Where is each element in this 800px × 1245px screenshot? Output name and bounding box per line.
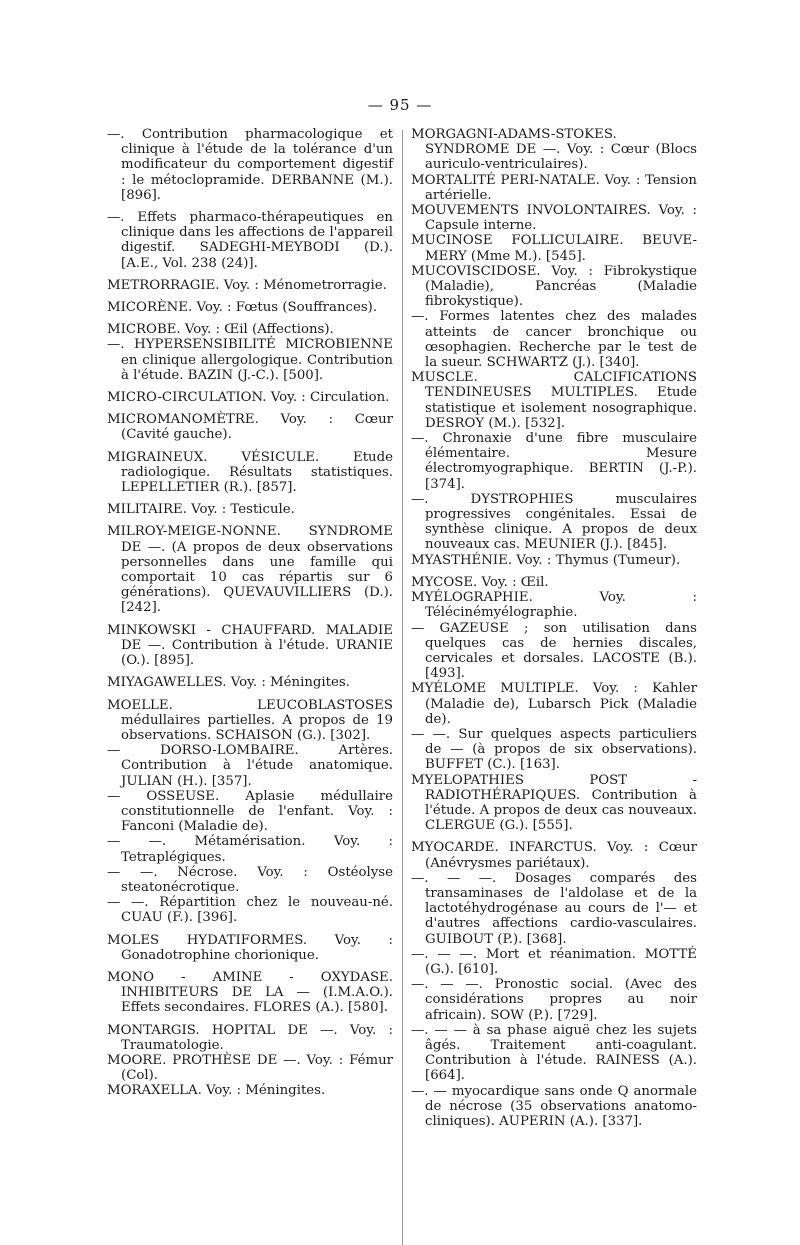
index-entry: MYÉLOME MULTIPLE. Voy. : Kahler (Maladie de), Lubarsch Pick (Maladie de). xyxy=(411,681,697,727)
index-entry: MIYAGAWELLES. Voy. : Méningites. xyxy=(107,675,350,691)
index-entry: MIGRAINEUX. VÉSICULE. Etude radiologique. Résultats statistiques. LEPELLETIER (R.). [857]. xyxy=(107,449,393,496)
index-entry: —. Formes latentes chez des malades atteints de cancer bronchique ou œsophagien. Recherche par le test de la sueur. SCHWARTZ (J.). [340]. xyxy=(411,309,697,371)
index-entry: MORAXELLA. Voy. : Méningites. xyxy=(107,1083,326,1099)
index-entry: MORTALITÉ PERI-NATALE. Voy. : Tension artérielle. xyxy=(411,172,697,203)
index-entry: —. Chronaxie d'une fibre musculaire élémentaire. Mesure électromyographique. BERTIN (J.-P.). [374]. xyxy=(411,431,697,492)
index-entry: —. — myocardique sans onde Q anormale de nécrose (35 observations anatomo-cliniques). AUPERIN (A.). [337]. xyxy=(411,1083,697,1129)
index-entry: MYCOSE. Voy. : Œil. xyxy=(411,574,549,590)
index-entry: MOLES HYDATIFORMES. Voy. : Gonadotrophine chorionique. xyxy=(107,932,393,963)
column-divider xyxy=(402,130,403,1245)
index-entry: METRORRAGIE. Voy. : Ménometrorragie. xyxy=(107,277,387,293)
index-entry: — —. Nécrose. Voy. : Ostéolyse steatonécrotique. xyxy=(107,864,393,895)
index-entry: — —. Sur quelques aspects particuliers de — (à propos de six observations). BUFFET (C.). [163]. xyxy=(411,726,697,773)
index-entry: MUCINOSE FOLLICULAIRE. BEUVE-MERY (Mme M.). [545]. xyxy=(411,233,697,264)
index-entry: — OSSEUSE. Aplasie médullaire constitutionnelle de l'enfant. Voy. : Fanconi (Maladie de). xyxy=(107,788,393,835)
index-entry: MICORÈNE. Voy. : Fœtus (Souffrances). xyxy=(107,300,378,316)
index-entry: MOORE. PROTHÈSE DE —. Voy. : Fémur (Col). xyxy=(107,1052,393,1084)
right-column xyxy=(411,127,697,1129)
index-entry: — —. Répartition chez le nouveau-né. CUAU (F.). [396]. xyxy=(107,895,393,926)
index-entry: —. Effets pharmaco-thérapeutiques en clinique dans les affections de l'appareil digestif. SADEGHI-MEYBODI (D.). [A.E., Vol. 238 (24)]. xyxy=(107,210,393,271)
index-entry: — —. Métamérisation. Voy. : Tetraplégiques. xyxy=(107,834,393,865)
index-entry: MUSCLE. CALCIFICATIONS TENDINEUSES MULTIPLES. Etude statistique et isolement nosographique. DESROY (M.). [532]. xyxy=(411,370,697,431)
index-entry: —. DYSTROPHIES musculaires progressives congénitales. Essai de synthèse clinique. A propos de deux nouveaux cas. MEUNIER (J.). [845]. xyxy=(411,491,697,553)
index-entry: MICRO-CIRCULATION. Voy. : Circulation. xyxy=(107,390,390,406)
index-entry: MILROY-MEIGE-NONNE. SYNDROME DE —. (A propos de deux observations personnelles dans une famille qui comportait 10 cas répartis sur 6 générations). QUEVAUVILLIERS (D.). [242]. xyxy=(107,524,393,616)
index-entry: MYOCARDE. INFARCTUS. Voy. : Cœur (Anévrysmes pariétaux). xyxy=(411,840,697,871)
index-entry: MORGAGNI-ADAMS-STOKES. SYNDROME DE —. Voy. : Cœur (Blocs auriculo-ventriculaires). xyxy=(411,127,697,173)
index-entry: —. — —. Mort et réanimation. MOTTÉ (G.). [610]. xyxy=(411,946,697,977)
index-entry: MYÉLOGRAPHIE. Voy. : Télécinémyélographie. xyxy=(411,590,697,621)
index-entry: —. — —. Pronostic social. (Avec des considérations propres au noir africain). SOW (P.). [729]. xyxy=(411,977,697,1023)
index-entry: MINKOWSKI - CHAUFFARD. MALADIE DE —. Contribution à l'étude. URANIE (O.). [895]. xyxy=(107,622,393,669)
index-entry: MOUVEMENTS INVOLONTAIRES. Voy. : Capsule interne. xyxy=(411,203,697,234)
index-entry: MOELLE. LEUCOBLASTOSES médullaires partielles. A propos de 19 observations. SCHAISON (G.). [302]. xyxy=(107,697,393,743)
page-number: — 95 — xyxy=(367,96,433,114)
left-column xyxy=(107,127,393,1099)
index-entry: MYASTHÉNIE. Voy. : Thymus (Tumeur). xyxy=(411,552,681,568)
index-entry: — GAZEUSE ; son utilisation dans quelques cas de hernies discales, cervicales et dorsales. LACOSTE (B.). [493]. xyxy=(411,620,697,682)
index-entry: MICROMANOMÈTRE. Voy. : Cœur (Cavité gauche). xyxy=(107,412,393,443)
index-entry: MONO - AMINE - OXYDASE. INHIBITEURS DE LA — (I.M.A.O.). Effets secondaires. FLORES (A.). [580]. xyxy=(107,969,393,1016)
index-entry: MILITAIRE. Voy. : Testicule. xyxy=(107,502,295,518)
index-entry: — DORSO-LOMBAIRE. Artères. Contribution à l'étude anatomique. JULIAN (H.). [357]. xyxy=(107,743,393,789)
index-entry: —. HYPERSENSIBILITÉ MICROBIENNE en clinique allergologique. Contribution à l'étude. BAZIN (J.-C.). [500]. xyxy=(107,337,393,383)
index-entry: MICROBE. Voy. : Œil (Affections). xyxy=(107,322,334,338)
index-entry: —. — — à sa phase aiguë chez les sujets âgés. Traitement anti-coagulant. Contribution à l'étude. RAINESS (A.). [664]. xyxy=(411,1022,697,1084)
index-entry: MYELOPATHIES POST - RADIOTHÉRAPIQUES. Contribution à l'étude. A propos de deux cas nouveaux. CLERGUE (G.). [555]. xyxy=(411,772,697,834)
index-entry: —. Contribution pharmacologique et clinique à l'étude de la tolérance d'un modificateur du comportement digestif : le métoclopramide. DERBANNE (M.). [896]. xyxy=(107,127,393,203)
index-entry: MUCOVISCIDOSE. Voy. : Fibrokystique (Maladie), Pancréas (Maladie fibrokystique). xyxy=(411,263,697,310)
index-entry: —. — —. Dosages comparés des transaminases de l'aldolase et de la lactotéhydrogénase au cours de l'— et d'autres affections cardio-vasculaires. GUIBOUT (P.). [368]. xyxy=(411,870,697,947)
index-entry: MONTARGIS. HOPITAL DE —. Voy. : Traumatologie. xyxy=(107,1022,393,1053)
